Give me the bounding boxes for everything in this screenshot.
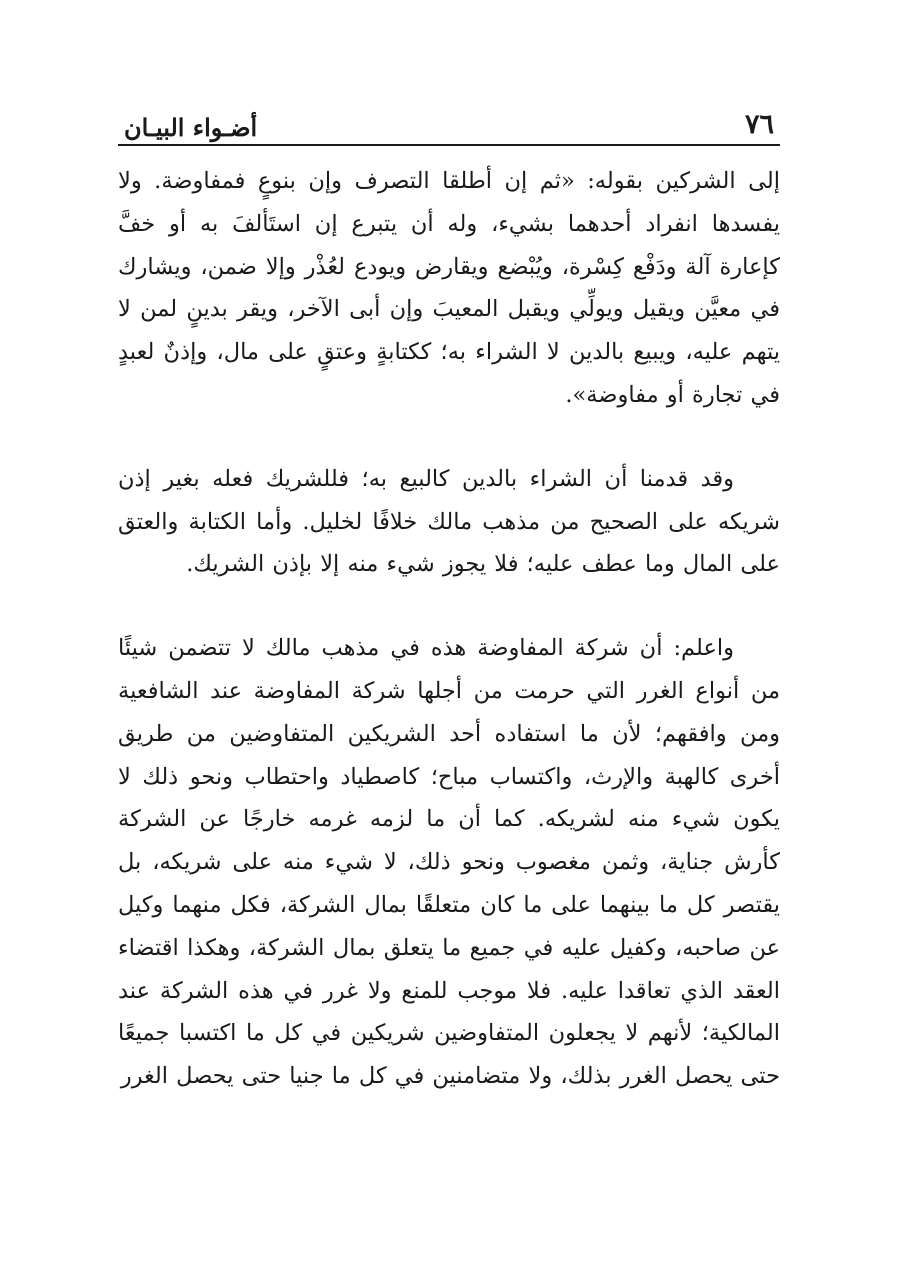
page-number: ٧٦ — [744, 109, 774, 140]
book-page — [118, 108, 780, 1248]
paragraph-quotation: إلى الشركين بقوله: «ثم إن أطلقا التصرف وإن بنوعٍ فمفاوضة. ولا يفسدها انفراد أحدهما بشيء، وله أن يتبرع إن استَألفَ به أو خفَّ كإعارة آلة ودَفْع كِسْرة، ويُبْضع ويقارض ويودع لعُذْر وإلا ضمن، ويشارك في معيَّن ويقيل ويولِّي ويقبل المعيبَ وإن أبى الآخر، ويقر بدينٍ لمن لا يتهم عليه، ويبيع بالدين لا الشراء به؛ ككتابةٍ وعتقٍ على مال، وإذنٌ لعبدٍ في تجارة أو مفاوضة». — [118, 168, 780, 408]
running-header — [118, 108, 780, 146]
body-text — [118, 160, 780, 1098]
paragraph-purchase-on-credit: وقد قدمنا أن الشراء بالدين كالبيع به؛ فللشريك فعله بغير إذن شريكه على الصحيح من مذهب مالك خلافًا لخليل. وأما الكتابة والعتق على المال وما عطف عليه؛ فلا يجوز شيء منه إلا بإذن الشريك. — [118, 465, 780, 578]
book-title: أضـواء البيـان — [124, 113, 258, 142]
paragraph-mufawada-partnership: واعلم: أن شركة المفاوضة هذه في مذهب مالك لا تتضمن شيئًا من أنواع الغرر التي حرمت من أجلها شركة المفاوضة عند الشافعية ومن وافقهم؛ لأن ما استفاده أحد الشريكين المتفاوضين من طريق أخرى كالهبة والإرث، واكتساب مباح؛ كاصطياد واحتطاب ونحو ذلك لا يكون شيء منه لشريكه. كما أن ما لزمه غرمه خارجًا عن الشركة كأرش جناية، وثمن مغصوب ونحو ذلك، لا شيء منه على شريكه، بل يقتصر كل ما بينهما على ما كان متعلقًا بمال الشركة، فكل منهما وكيل عن صاحبه، وكفيل عليه في جميع ما يتعلق بمال الشركة، وهكذا اقتضاء العقد الذي تعاقدا عليه. فلا موجب للمنع ولا غرر في هذه الشركة عند المالكية؛ لأنهم لا يجعلون المتفاوضين شريكين في كل ما اكتسبا جميعًا حتى يحصل الغرر بذلك، ولا متضامنين في كل ما جنيا حتى يحصل الغرر — [118, 635, 780, 1090]
